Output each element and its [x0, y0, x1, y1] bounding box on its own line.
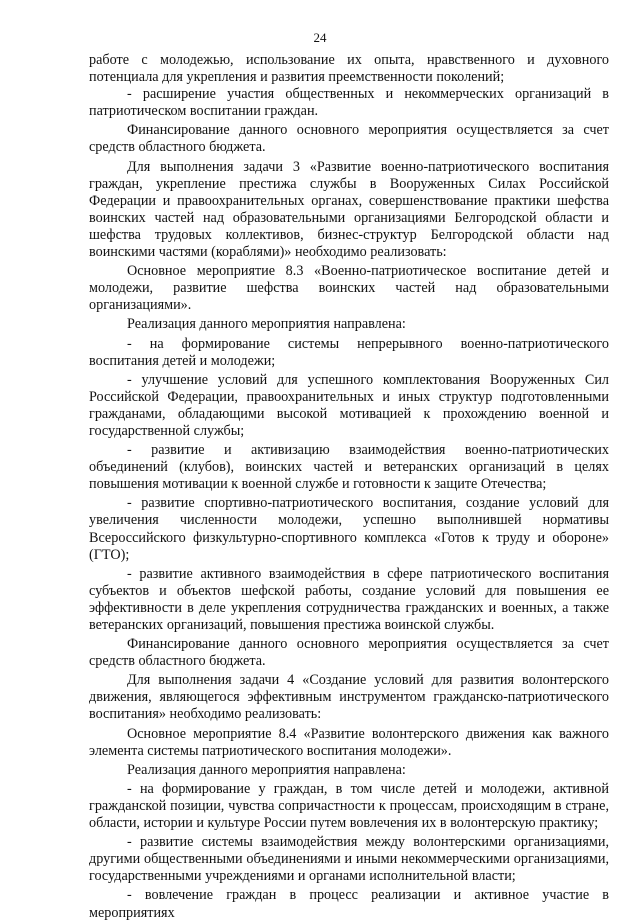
paragraph: Реализация данного мероприятия направлена: — [127, 761, 406, 778]
paragraph: Для выполнения задачи 4 «Создание условий для развития волонтерского движения, являющегося эффективным инструментом гражданско-патриотического воспитания» необходимо реализовать: — [89, 672, 609, 723]
page-number: 24 — [313, 30, 327, 45]
paragraph: - расширение участия общественных и некоммерческих организаций в патриотическом воспитании граждан. — [89, 86, 609, 120]
paragraph: Финансирование данного основного мероприятия осуществляется за счет средств областного бюджета. — [89, 636, 609, 670]
paragraph: - развитие и активизацию взаимодействия военно-патриотических объединений (клубов), воинских частей и ветеранских организаций в целях повышения мотивации к военной службе и готовности к защите Отечества; — [89, 442, 609, 493]
paragraph: Для выполнения задачи 3 «Развитие военно-патриотического воспитания граждан, укрепление престижа службы в Вооруженных Силах Российской Федерации и правоохранительных органах, совершенствование практики шефства воинских частей над образовательными организациями Белгородской области и шефства трудовых коллективов, бизнес-структур Белгородской области над воинскими частями (кораблями)» необходимо реализовать: — [89, 158, 609, 261]
paragraph: - развитие спортивно-патриотического воспитания, создание условий для увеличения численности молодежи, успешно выполнившей нормативы Всероссийского физкультурно-спортивного комплекса «Готов к труду и обороне» (ГТО); — [89, 495, 609, 563]
paragraph: Финансирование данного основного мероприятия осуществляется за счет средств областного бюджета. — [89, 122, 609, 156]
paragraph: Основное мероприятие 8.4 «Развитие волонтерского движения как важного элемента системы патриотического воспитания молодежи». — [89, 725, 609, 759]
paragraph: Реализация данного мероприятия направлена: — [127, 316, 406, 333]
paragraph: - на формирование системы непрерывного военно-патриотического воспитания детей и молодежи; — [89, 335, 609, 369]
paragraph: - развитие активного взаимодействия в сфере патриотического воспитания субъектов и объектов шефской работы, создание условий для повышения ее эффективности в деле укрепления сотрудничества гражданских и военных, а также ветеранских организаций, повышения престижа воинской службы. — [89, 565, 609, 633]
paragraph: работе с молодежью, использование их опыта, нравственного и духовного потенциала для укрепления и развития преемственности поколений; — [89, 52, 609, 86]
paragraph: Основное мероприятие 8.3 «Военно-патриотическое воспитание детей и молодежи, развитие шефства воинских частей над образовательными организациями». — [89, 263, 609, 314]
document-body — [89, 52, 609, 922]
paragraph: - развитие системы взаимодействия между волонтерскими организациями, другими общественными объединениями и иными некоммерческими организациями, государственными учреждениями и органами исполнительной власти; — [89, 834, 609, 885]
paragraph: - на формирование у граждан, в том числе детей и молодежи, активной гражданской позиции, чувства сопричастности к процессам, происходящим в стране, области, истории и культуре России путем вовлечения их в волонтерскую практику; — [89, 780, 609, 832]
paragraph: - улучшение условий для успешного комплектования Вооруженных Сил Российской Федерации, правоохранительных и иных структур подготовленными гражданами, обладающими высокой мотивацией к прохождению военной и государственной службы; — [89, 371, 609, 439]
paragraph: - вовлечение граждан в процесс реализации и активное участие в мероприятиях — [89, 887, 609, 921]
